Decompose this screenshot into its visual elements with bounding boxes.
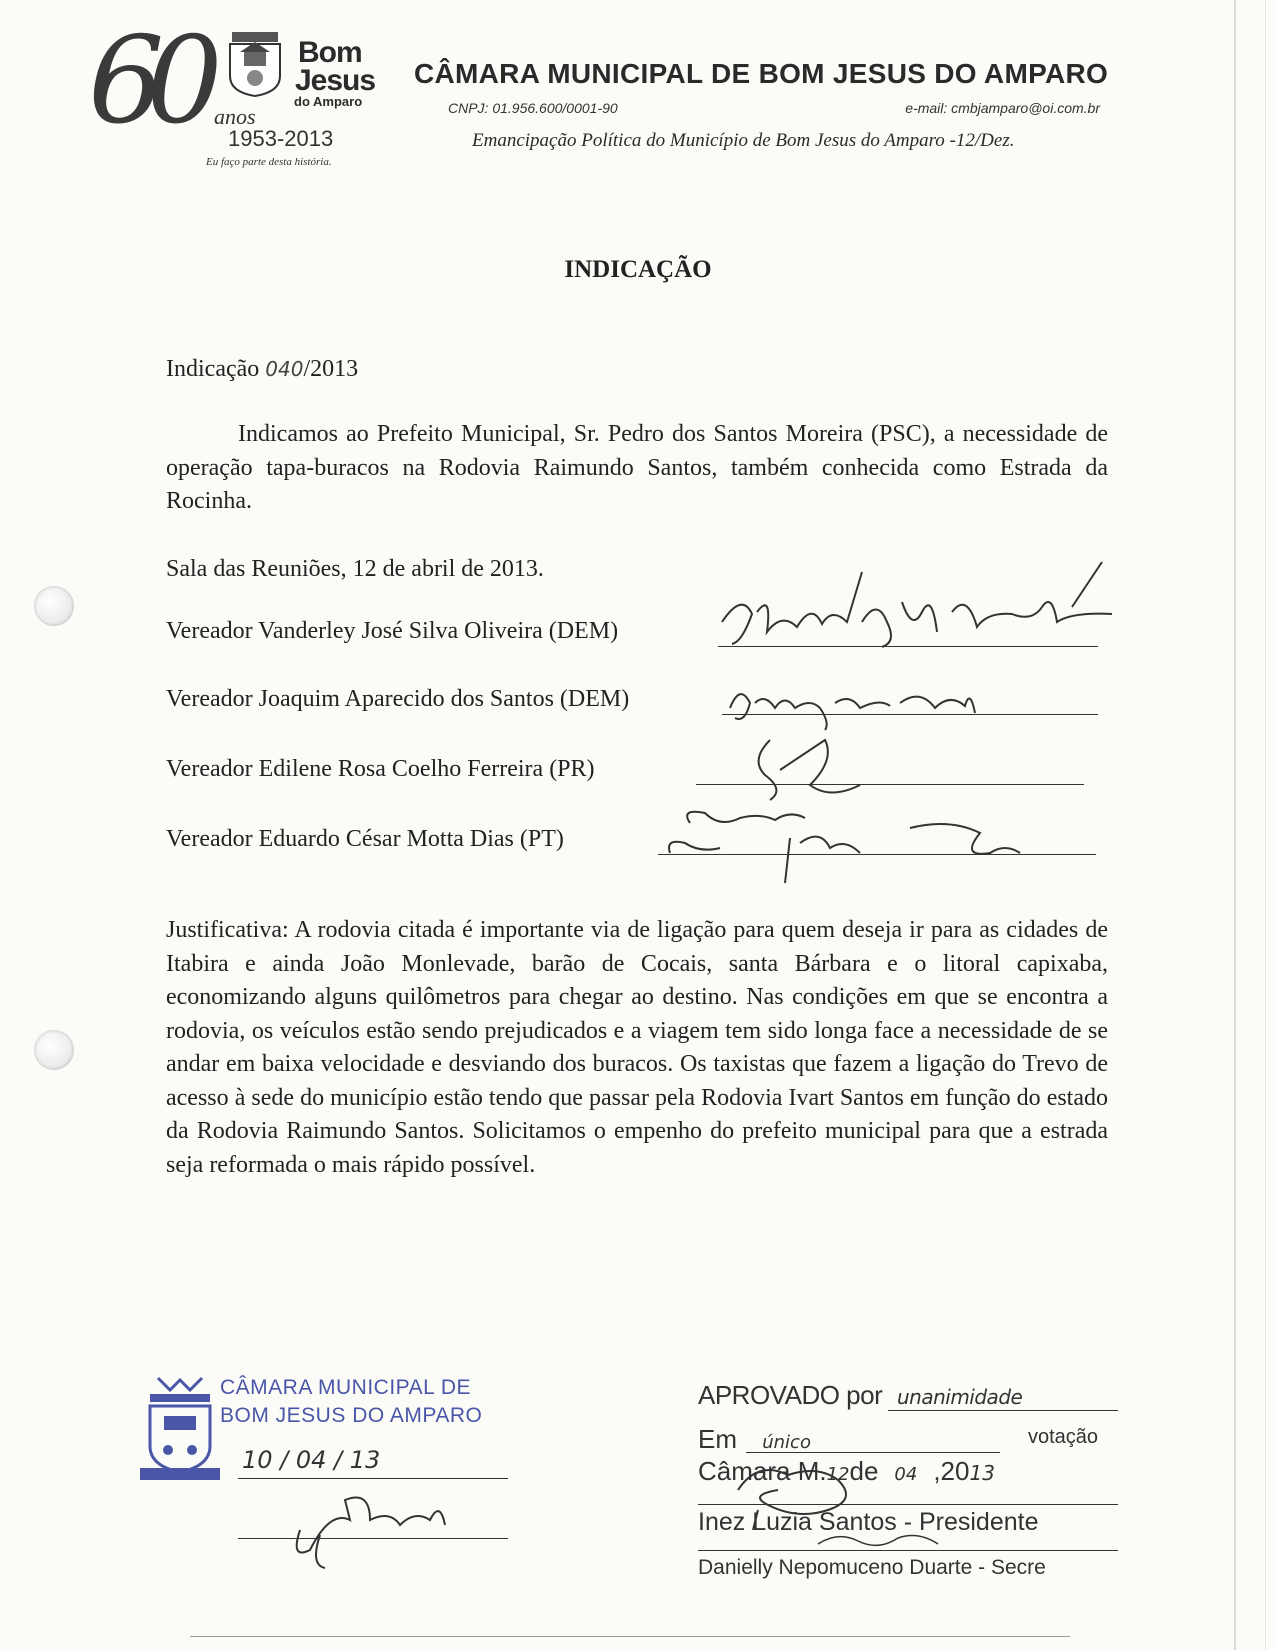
emancipation-line: Emancipação Política do Município de Bom Jesus do Amparo -12/Dez.	[472, 130, 1015, 151]
approval-line	[888, 1410, 1118, 1411]
footer-line	[190, 1636, 1070, 1637]
signature-2	[720, 668, 1000, 738]
approval-em: Em único	[698, 1424, 811, 1454]
org-name: CÂMARA MUNICIPAL DE BOM JESUS DO AMPARO	[414, 58, 1109, 89]
receipt-signature	[280, 1480, 480, 1570]
secretary-name: Danielly Nepomuceno Duarte - Secre	[698, 1556, 1046, 1579]
approval-votacao: votação	[1028, 1426, 1099, 1448]
signature-3	[740, 730, 900, 810]
logo-bom: Bom	[298, 36, 362, 69]
logo-anos: anos	[214, 104, 256, 129]
logo-60: 60	[88, 12, 205, 151]
signer-2: Vereador Joaquim Aparecido dos Santos (DEM)	[166, 686, 630, 712]
signer-4: Vereador Eduardo César Motta Dias (PT)	[166, 826, 564, 852]
logo-jesus: Jesus	[295, 64, 376, 97]
signature-4	[660, 798, 1060, 888]
logo-motto: Eu faço parte desta história.	[206, 156, 332, 168]
signature-line	[722, 714, 1098, 715]
email: e-mail: cmbjamparo@oi.com.br	[905, 100, 1100, 116]
indication-handwritten-number: 040	[265, 357, 304, 381]
punch-hole	[34, 1030, 74, 1070]
receipt-stamp-line1: CÂMARA MUNICIPAL DE	[220, 1376, 472, 1399]
signature-1	[712, 552, 1152, 672]
signer-1: Vereador Vanderley José Silva Oliveira (DEM)	[166, 618, 619, 644]
receipt-stamp	[130, 1370, 530, 1540]
indication-number	[166, 356, 358, 383]
approval-stamp	[698, 1380, 1118, 1630]
signer-3: Vereador Edilene Rosa Coelho Ferreira (PR)	[166, 756, 595, 782]
logo-amparo: do Amparo	[294, 94, 363, 109]
em-line	[746, 1452, 1000, 1453]
signature-line	[238, 1538, 508, 1539]
paragraph-indication: Indicamos ao Prefeito Municipal, Sr. Pedro dos Santos Moreira (PSC), a necessidade de operação tapa-buracos na Rodovia Raimundo Santos, também conhecida como Estrada da Rocinha.	[166, 421, 1108, 514]
approval-by: APROVADO por unanimidade	[698, 1380, 1023, 1410]
municipal-seal-icon	[140, 1376, 220, 1482]
president-name: Inez Luzia Santos - Presidente	[698, 1508, 1039, 1536]
logo-years: 1953-2013	[228, 126, 334, 151]
place-date: Sala das Reuniões, 12 de abril de 2013.	[166, 556, 544, 582]
indication-label: Indicação	[166, 356, 260, 382]
approval-line	[698, 1504, 1118, 1505]
anniversary-logo	[88, 12, 378, 170]
paragraph-justificativa: Justificativa: A rodovia citada é importante via de ligação para quem deseja ir para as cidades de Itabira e ainda João Monlevade, barão de Cocais, santa Bárbara e o litoral capixaba, economizando alguns quilômetros para chegar ao destino. Nas condições em que se encontra a rodovia, os veículos estão sendo prejudicados e a viagem tem sido longa face a necessidade de se andar em baixa velocidade e desviando dos buracos. Os taxistas que fazem a ligação do Trevo de acesso à sede do município estão tendo que passar pela Rodovia Ivart Santos em função do estado da Rodovia Raimundo Santos. Solicitamos o empenho do prefeito municipal para que a estrada seja reformada o mais rápido possível.	[166, 917, 1108, 1178]
page-edge	[1234, 0, 1236, 1650]
crest-icon	[226, 32, 284, 98]
receipt-date: 10 / 04 / 13	[242, 1446, 381, 1474]
approval-line	[698, 1550, 1118, 1551]
signature-line	[696, 784, 1084, 785]
page-edge	[1265, 0, 1266, 1650]
date-line	[238, 1478, 508, 1479]
receipt-stamp-line2: BOM JESUS DO AMPARO	[220, 1404, 483, 1427]
indication-year: /2013	[303, 356, 359, 382]
signature-line	[658, 854, 1096, 855]
signature-line	[718, 646, 1098, 647]
approval-date: Câmara M.12de 04 ,2013	[698, 1456, 995, 1486]
punch-hole	[34, 586, 74, 626]
document-title: INDICAÇÃO	[564, 256, 712, 283]
cnpj: CNPJ: 01.956.600/0001-90	[448, 100, 618, 116]
